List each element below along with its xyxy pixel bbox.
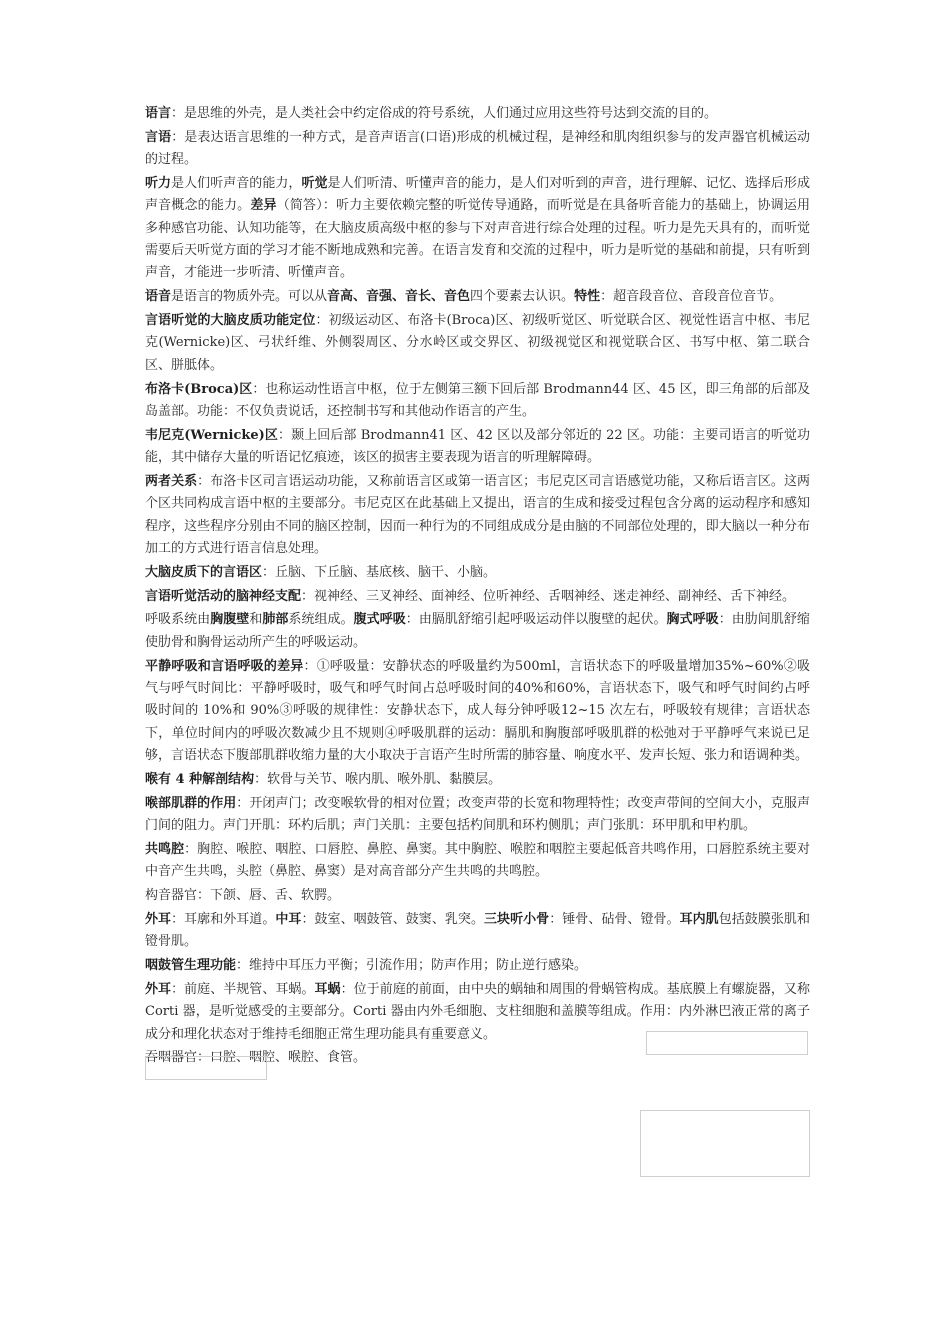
body-text: 包括鼓膜张肌和镫骨肌。 [145, 911, 810, 950]
paragraph [145, 286, 810, 308]
body-text: 四个要素去认识。 [470, 289, 575, 305]
body-text: ：鼓室、咽鼓管、鼓窦、乳突。 [301, 911, 484, 927]
paragraph [145, 471, 810, 560]
selection-highlight [640, 1110, 810, 1177]
term-heading: 言语 [145, 129, 172, 145]
paragraph [145, 656, 810, 767]
term-heading: 胸腹壁 [210, 612, 250, 628]
body-text: ：颞上回后部 Brodmann41 区、42 区以及部分邻近的 22 区。功能：主要司语言的听觉功能，其中储存大量的听语记忆痕迹，该区的损害主要表现为语言的听理解障碍。 [145, 427, 810, 466]
body-text: ：锤骨、砧骨、镫骨。 [549, 911, 680, 927]
term-heading: 喉部肌群的作用 [145, 795, 237, 811]
body-text: ：①呼吸量：安静状态的呼吸量约为500ml，言语状态下的呼吸量增加35%~60%②吸气与呼气时间比：平静呼吸时，吸气和呼气时间占总呼吸时间的40%和60%，言语状态下，吸气和呼气时间约占呼吸时间的 10%和 90%③呼吸的规律性：安静状态下，成人每分钟呼吸12~15 次左右，呼吸较有规律；言语状态下，单位时间内的呼吸次数减少且不规则④呼吸肌群的运动：膈肌和胸腹部呼吸肌群的松弛对于平静呼气来说已足够，言语状态下腹部肌群收缩力量的大小取决于言语产生时所需的肺容量、响度水平、发声长短、张力和语调种类。 [145, 658, 810, 763]
body-text: ：也称运动性语言中枢，位于左侧第三额下回后部 Brodmann44 区、45 区，即三角部的后部及岛盖部。功能：不仅负责说话，还控制书写和其他动作语言的产生。 [145, 381, 810, 419]
term-heading: 语音 [145, 289, 172, 305]
body-text: ：超音段音位、音段音位音节。 [600, 289, 783, 305]
paragraph [145, 562, 810, 584]
term-heading: 胸式呼吸 [666, 612, 719, 628]
term-heading: 三块听小骨 [484, 911, 550, 927]
body-text: 是人们听声音的能力， [171, 176, 302, 192]
term-heading: 差异 [250, 198, 277, 214]
term-heading: 言语听觉活动的脑神经支配 [145, 588, 302, 604]
term-heading: 听力 [145, 176, 172, 192]
paragraph [145, 885, 810, 907]
paragraph [145, 839, 810, 884]
term-heading: 外耳 [145, 981, 172, 997]
term-heading: 平静呼吸和言语呼吸的差异 [145, 658, 304, 674]
term-heading: 外耳 [145, 911, 172, 927]
body-text: 系统组成。 [288, 612, 354, 628]
body-text: ：开闭声门；改变喉软骨的相对位置；改变声带的长宽和物理特性；改变声带间的空间大小，克服声门间的阻力。声门开肌：环杓后肌；声门关肌：主要包括杓间肌和环杓侧肌；声门张肌：环甲肌和甲杓肌。 [145, 795, 810, 833]
paragraph [145, 979, 810, 1046]
body-text: ：是表达语言思维的一种方式，是音声语言(口语)形成的机械过程，是神经和肌肉组织参与的发声器官机械运动的过程。 [145, 129, 810, 168]
term-heading: 言语听觉的大脑皮质功能定位 [145, 313, 316, 329]
term-heading: 肺部 [262, 612, 289, 628]
term-heading: 共鸣腔 [145, 841, 185, 857]
paragraph [145, 609, 810, 654]
body-text: ：软骨与关节、喉内肌、喉外肌、黏膜层。 [254, 771, 502, 787]
term-heading: 中耳 [275, 911, 302, 927]
paragraph [145, 909, 810, 954]
paragraph [145, 793, 810, 838]
body-text: ：布洛卡区司言语运动功能，又称前语言区或第一语言区；韦尼克区司言语感觉功能，又称后语言区。这两个区共同构成言语中枢的主要部分。韦尼克区在此基础上又提出，语言的生成和接受过程包含分离的运动程序和感知程序，这些程序分别由不同的脑区控制，因而一种行为的不同组成成分是由脑的不同部位处理的，即大脑以一种分布加工的方式进行语言信息处理。 [145, 473, 810, 556]
paragraph [145, 425, 810, 470]
body-text: （简答）：听力主要依赖完整的听觉传导通路，而听觉是在具备听音能力的基础上，协调运用多种感官功能、认知功能等，在大脑皮质高级中枢的参与下对声音进行综合处理的过程。听力是先天具有的，而听觉需要后天听觉方面的学习才能不断地成熟和完善。在语言发育和交流的过程中，听力是听觉的基础和前提，只有听到声音，才能进一步听清、听懂声音。 [145, 198, 810, 281]
body-text: ：由肋间肌舒缩使肋骨和胸骨运动所产生的呼吸运动。 [145, 612, 810, 650]
term-heading: 大脑皮质下的言语区 [145, 564, 263, 580]
body-text: ：维持中耳压力平衡；引流作用；防声作用；防止逆行感染。 [236, 958, 588, 974]
term-heading: 特性 [574, 289, 601, 305]
paragraph [145, 103, 810, 125]
body-text: ：胸腔、喉腔、咽腔、口唇腔、鼻腔、鼻窦。其中胸腔、喉腔和咽腔主要起低音共鸣作用，口唇腔系统主要对中音产生共鸣，头腔（鼻腔、鼻窦）是对高音部分产生共鸣的共鸣腔。 [145, 841, 810, 880]
term-heading: 耳内肌 [679, 911, 719, 927]
term-heading: 音高、音强、音长、音色 [327, 289, 471, 305]
term-heading: 语言 [145, 106, 172, 121]
body-text: 是人们听清、听懂声音的能力，是人们对听到的声音，进行理解、记忆、选择后形成声音概念的能力。 [145, 176, 810, 214]
term-heading: 布洛卡(Broca)区 [145, 381, 253, 397]
term-heading: 听觉 [301, 176, 328, 192]
paragraph [145, 379, 810, 424]
body-text: 和 [249, 612, 263, 628]
body-text: ：是思维的外壳，是人类社会中约定俗成的符号系统，人们通过应用这些符号达到交流的目的。 [171, 106, 718, 121]
paragraph [145, 173, 810, 284]
paragraph [145, 310, 810, 377]
body-text: ：丘脑、下丘脑、基底核、脑干、小脑。 [262, 564, 497, 580]
body-text: ：位于前庭的前面，由中央的蜗轴和周围的骨蜗管构成。基底膜上有螺旋器，又称 Corti 器，是听觉感受的主要部分。Corti 器由内外毛细胞、支柱细胞和盖膜等组成。作用：内外淋巴液正常的离子成分和理化状态对于维持毛细胞正常生理功能具有重要意义。 [145, 981, 810, 1042]
paragraph [145, 586, 810, 608]
body-text: ：耳廓和外耳道。 [171, 911, 276, 927]
body-text: ：由膈肌舒缩引起呼吸运动伴以腹壁的起伏。 [405, 612, 667, 628]
paragraph [145, 127, 810, 172]
body-text: ：视神经、三叉神经、面神经、位听神经、舌咽神经、迷走神经、副神经、舌下神经。 [301, 588, 796, 604]
term-heading: 腹式呼吸 [353, 612, 406, 628]
term-heading: 两者关系 [145, 473, 198, 489]
term-heading: 韦尼克(Wernicke)区 [145, 427, 278, 443]
body-text: 吞咽器官：口腔、咽腔、喉腔、食管。 [145, 1050, 367, 1066]
body-text: 是语言的物质外壳。可以从 [171, 289, 328, 305]
term-heading: 咽鼓管生理功能 [145, 958, 237, 974]
term-heading: 喉有 4 种解剖结构 [145, 771, 255, 787]
body-text: ：前庭、半规管、耳蜗。 [171, 981, 315, 997]
paragraph [145, 769, 810, 791]
document-body [145, 103, 810, 1071]
paragraph [145, 1047, 810, 1069]
term-heading: 耳蜗 [314, 981, 341, 997]
body-text: ：初级运动区、布洛卡(Broca)区、初级听觉区、听觉联合区、视觉性语言中枢、韦尼克(Wernicke)区、弓状纤维、外侧裂周区、分水岭区或交界区、初级视觉区和视觉联合区、书写中枢、第二联合区、胼胝体。 [145, 313, 810, 373]
body-text: 构音器官：下颌、唇、舌、软腭。 [145, 888, 341, 903]
body-text: 呼吸系统由 [145, 612, 211, 628]
paragraph [145, 955, 810, 977]
